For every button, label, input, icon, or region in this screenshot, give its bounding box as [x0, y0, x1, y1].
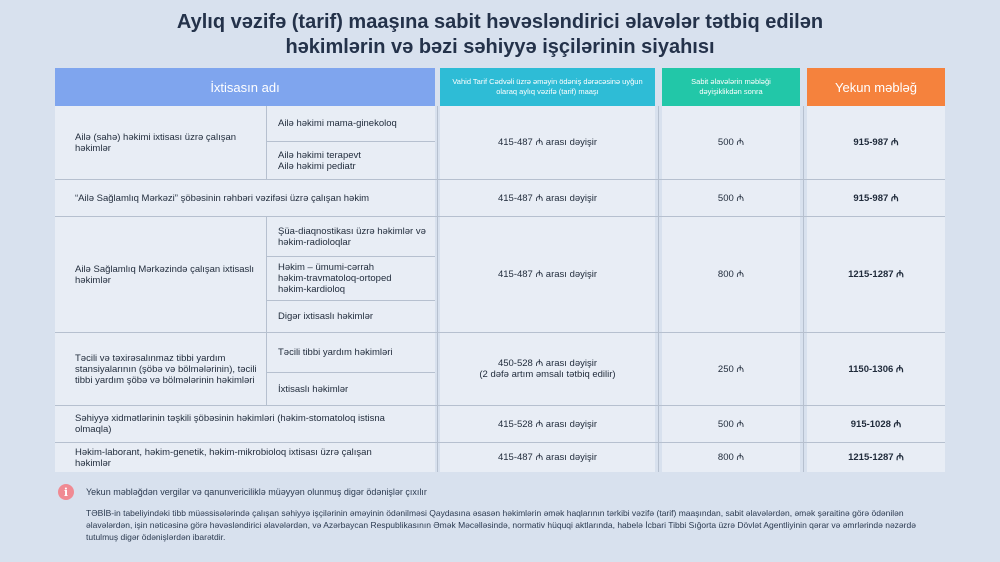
column-gap-line: [803, 106, 804, 472]
row-4-after: 250 ₼: [717, 363, 745, 375]
row-1-group: Ailə (sahə) həkimi ixtisası üzrə çalışan həkimlər: [75, 131, 237, 154]
header-name: İxtisasın adı: [55, 68, 435, 106]
info-icon: i: [58, 484, 74, 500]
row-1-rate: 415-487 ₼ arası dəyişir: [497, 137, 598, 148]
row-3-rate: 415-487 ₼ arası dəyişir: [497, 269, 598, 280]
header-rate: Vahid Tarif Cədvəli üzrə əməyin ödəniş dərəcəsinə uyğun olaraq aylıq vəzifə (tarif) maaşı: [440, 68, 655, 106]
row-5-after: 500 ₼: [717, 418, 745, 430]
row-3-sub-3: Digər ixtisaslı həkimlər: [278, 311, 374, 322]
row-4-sub-2: İxtisaslı həkimlər: [278, 383, 349, 395]
note-taxes: Yekun məbləğdən vergilər və qanunvericiliklə müəyyən olunmuş digər ödənişlər çıxılır: [86, 487, 427, 497]
row-4-group: Təcili və təxirəsalınmaz tibbi yardım stansiyalarının (şöbə və bölmələrinin), təcili tibbi yardım şöbə və bölmələrinin həkimləri: [75, 352, 257, 386]
row-1-sub-2: Ailə həkimi terapevt Ailə həkimi pediatr: [278, 149, 361, 172]
row-4-rate: 450-528 ₼ arası dəyişir (2 dəfə artım əmsalı tətbiq edilir): [479, 358, 616, 380]
sub-column-divider: [266, 106, 267, 179]
column-gap-line: [658, 106, 659, 472]
header-after: Sabit əlavələrin məbləği dəyişiklikdən sonra: [662, 68, 800, 106]
page-title: [0, 10, 1000, 60]
row-5-rate: 415-528 ₼ arası dəyişir: [497, 418, 598, 430]
sub-column-divider: [266, 216, 267, 405]
row-1-total: 915-987 ₼: [853, 137, 899, 148]
row-2-after: 500 ₼: [717, 192, 745, 204]
column-gap-line: [437, 106, 438, 472]
row-1-after: 500 ₼: [717, 137, 745, 148]
row-6-rate: 415-487 ₼ arası dəyişir: [497, 452, 598, 463]
row-3-total: 1215-1287 ₼: [848, 269, 904, 280]
row-2-rate: 415-487 ₼ arası dəyişir: [497, 192, 598, 204]
row-1-sub-1: Ailə həkimi mama-ginekoloq: [278, 118, 397, 129]
note-details: TƏBİB-in tabeliyindəki tibb müəssisələrində çalışan səhiyyə işçilərinin əməyinin ödənilməsi Qaydasına əsasən həkimlərin əmək haqlarının tərkibi vəzifə (tarif) maaşından, sabit əlavələrdən, əmək şəraitinə görə ödənilən əlavələrdən, işin nəticəsinə görə həvəsləndirici əlavələrdən, və Azərbaycan Respublikasının Əmək Məcəlləsində, normativ hüquqi aktlarında, habelə İcbari Tibbi Sığorta üzrə Dövlət Agentliyinin qərar və əmrlərində nəzərdə tutulmuş digər ödənişlərdən ibarətdir.: [86, 508, 916, 542]
row-6-after: 800 ₼: [717, 452, 745, 463]
row-5-total: 915-1028 ₼: [850, 418, 902, 430]
row-4-total: 1150-1306 ₼: [848, 363, 904, 375]
row-2-group: “Ailə Sağlamlıq Mərkəzi” şöbəsinin rəhbəri vəzifəsi üzrə çalışan həkim: [75, 192, 370, 204]
row-2-total: 915-987 ₼: [853, 192, 899, 204]
row-3-group: Ailə Sağlamlıq Mərkəzində çalışan ixtisaslı həkimlər: [75, 263, 254, 286]
header-total: Yekun məbləğ: [807, 68, 945, 106]
row-6-total: 1215-1287 ₼: [848, 452, 904, 463]
row-6-group: Həkim-laborant, həkim-genetik, həkim-mikrobioloq ixtisası üzrə çalışan həkimlər: [75, 446, 372, 469]
row-3-sub-2: Həkim – ümumi-cərrah həkim-travmatoloq-ortoped həkim-kardioloq: [278, 262, 392, 295]
title-line-1: Aylıq vəzifə (tarif) maaşına sabit həvəsləndirici əlavələr tətbiq edilən: [176, 11, 824, 33]
row-5-group: Səhiyyə xidmətlərinin təşkili şöbəsinin həkimləri (həkim-stomatoloq istisna olmaqla): [75, 413, 385, 435]
title-line-2: həkimlərin və bəzi səhiyyə işçilərinin siyahısı: [285, 36, 715, 58]
row-3-after: 800 ₼: [717, 269, 745, 280]
row-3-sub-1: Şüa-diaqnostikası üzrə həkimlər və həkim-radioloqlar: [278, 225, 426, 248]
row-4-sub-1: Təcili tibbi yardım həkimləri: [278, 347, 393, 358]
